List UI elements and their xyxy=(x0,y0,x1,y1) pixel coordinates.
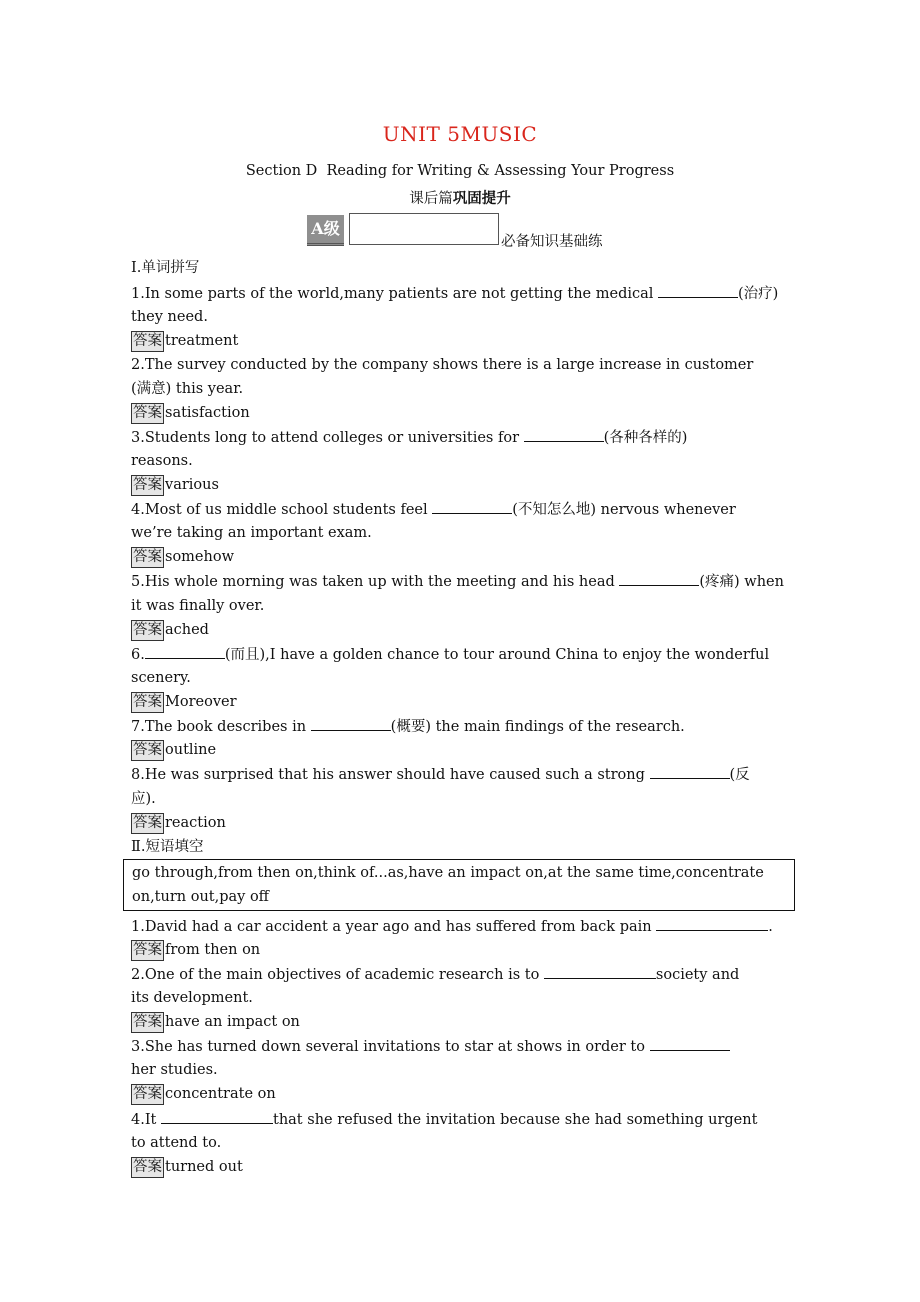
answer-tag: 答案 xyxy=(131,813,164,834)
answer-3 xyxy=(131,475,821,495)
answer-tag: 答案 xyxy=(131,940,164,961)
level-row xyxy=(307,213,637,249)
question-1-hint: (治疗) xyxy=(738,286,779,302)
phrase-answer-1-text: from then on xyxy=(165,942,261,958)
phrase-answer-2 xyxy=(131,1012,821,1032)
question-8-line1 xyxy=(131,764,821,784)
section1-heading: Ⅰ.单词拼写 xyxy=(131,260,200,276)
question-7-hint: (概要) the main findings of the research. xyxy=(390,719,685,735)
question-2-line1: 2.The survey conducted by the company shows there is a large increase in customer xyxy=(131,357,754,373)
question-5-text: 5.His whole morning was taken up with the meeting and his head xyxy=(131,574,620,590)
answer-tag: 答案 xyxy=(131,547,164,568)
question-8-line2: 应). xyxy=(131,791,156,807)
phrase-question-3-line2: her studies. xyxy=(131,1062,218,1078)
answer-blank xyxy=(619,571,699,586)
section-subtitle: Section D Reading for Writing & Assessing Your Progress xyxy=(245,163,675,179)
phrase-bank-line1: go through,from then on,think of...as,have an impact on,at the same time,concentrate xyxy=(132,865,764,881)
question-8-hint: (反 xyxy=(729,767,750,783)
phrase-question-2-line1 xyxy=(131,964,821,984)
level-badge: A级 xyxy=(307,215,344,246)
answer-6-text: Moreover xyxy=(165,694,237,710)
answer-blank xyxy=(650,764,730,779)
answer-blank xyxy=(656,916,768,931)
answer-blank xyxy=(161,1109,273,1124)
question-4-line2: we’re taking an important exam. xyxy=(131,525,372,541)
phrase-bank-line2: on,turn out,pay off xyxy=(132,889,269,905)
answer-blank xyxy=(145,644,225,659)
practice-subtitle-bold: 巩固提升 xyxy=(452,190,511,207)
answer-blank xyxy=(524,427,604,442)
phrase-question-4-text: 4.It xyxy=(131,1112,161,1128)
question-3-line1 xyxy=(131,427,821,447)
answer-8 xyxy=(131,813,821,833)
question-1-line2: they need. xyxy=(131,309,208,325)
question-7-text: 7.The book describes in xyxy=(131,719,311,735)
answer-7 xyxy=(131,740,821,760)
answer-tag: 答案 xyxy=(131,1012,164,1033)
question-4-hint: (不知怎么地) nervous whenever xyxy=(512,502,736,518)
phrase-question-4-end: that she refused the invitation because she had something urgent xyxy=(273,1112,758,1128)
answer-2-text: satisfaction xyxy=(165,405,250,421)
answer-6 xyxy=(131,692,821,712)
phrase-answer-3 xyxy=(131,1084,821,1104)
answer-tag: 答案 xyxy=(131,1157,164,1178)
answer-tag: 答案 xyxy=(131,740,164,761)
level-label: 必备知识基础练 xyxy=(501,234,603,250)
answer-tag: 答案 xyxy=(131,475,164,496)
answer-5-text: ached xyxy=(165,622,209,638)
answer-tag: 答案 xyxy=(131,620,164,641)
question-6-number: 6. xyxy=(131,647,145,663)
phrase-question-2-line2: its development. xyxy=(131,990,253,1006)
question-3-line2: reasons. xyxy=(131,453,193,469)
answer-7-text: outline xyxy=(165,742,217,758)
answer-tag: 答案 xyxy=(131,1084,164,1105)
phrase-question-4-line2: to attend to. xyxy=(131,1135,222,1151)
answer-blank xyxy=(650,1036,730,1051)
phrase-question-1-end: . xyxy=(768,919,773,935)
question-1-line1 xyxy=(131,283,821,303)
question-4-line1 xyxy=(131,499,821,519)
answer-1 xyxy=(131,331,821,351)
level-box xyxy=(349,213,499,245)
answer-blank xyxy=(544,964,656,979)
question-5-line2: it was finally over. xyxy=(131,598,265,614)
answer-1-text: treatment xyxy=(165,333,239,349)
question-2-line2: (满意) this year. xyxy=(131,381,244,397)
question-6-text: (而且),I have a golden chance to tour around China to enjoy the wonderful xyxy=(224,647,770,663)
phrase-answer-1 xyxy=(131,940,821,960)
phrase-answer-2-text: have an impact on xyxy=(165,1014,300,1030)
phrase-answer-3-text: concentrate on xyxy=(165,1086,276,1102)
answer-5 xyxy=(131,620,821,640)
unit-title: UNIT 5MUSIC xyxy=(382,122,538,146)
practice-subtitle xyxy=(0,187,920,208)
phrase-bank xyxy=(123,859,795,911)
question-7-line1 xyxy=(131,716,821,736)
question-5-line1 xyxy=(131,571,821,591)
answer-4 xyxy=(131,547,821,567)
question-5-hint: (疼痛) when xyxy=(699,574,784,590)
answer-tag: 答案 xyxy=(131,692,164,713)
answer-blank xyxy=(311,716,391,731)
phrase-question-1-line1 xyxy=(131,916,821,936)
question-4-text: 4.Most of us middle school students feel xyxy=(131,502,433,518)
answer-tag: 答案 xyxy=(131,331,164,352)
phrase-question-2-text: 2.One of the main objectives of academic research is to xyxy=(131,967,544,983)
phrase-question-2-end: society and xyxy=(655,967,740,983)
phrase-question-3-line1 xyxy=(131,1036,821,1056)
question-3-text: 3.Students long to attend colleges or universities for xyxy=(131,430,524,446)
question-1-text: 1.In some parts of the world,many patients are not getting the medical xyxy=(131,286,659,302)
phrase-question-3-text: 3.She has turned down several invitations to star at shows in order to xyxy=(131,1039,650,1055)
answer-tag: 答案 xyxy=(131,403,164,424)
question-6-line2: scenery. xyxy=(131,670,191,686)
answer-8-text: reaction xyxy=(165,815,226,831)
phrase-answer-4 xyxy=(131,1157,821,1177)
answer-3-text: various xyxy=(165,477,219,493)
answer-blank xyxy=(658,283,738,298)
phrase-question-4-line1 xyxy=(131,1109,821,1129)
question-3-hint: (各种各样的) xyxy=(603,430,688,446)
question-8-text: 8.He was surprised that his answer should have caused such a strong xyxy=(131,767,650,783)
question-6-line1 xyxy=(131,644,821,664)
section2-heading: Ⅱ.短语填空 xyxy=(131,839,204,855)
practice-subtitle-prefix: 课后篇 xyxy=(409,191,453,207)
answer-4-text: somehow xyxy=(165,549,234,565)
phrase-answer-4-text: turned out xyxy=(165,1159,243,1175)
answer-2 xyxy=(131,403,821,423)
phrase-question-1-text: 1.David had a car accident a year ago and has suffered from back pain xyxy=(131,919,657,935)
answer-blank xyxy=(432,499,512,514)
